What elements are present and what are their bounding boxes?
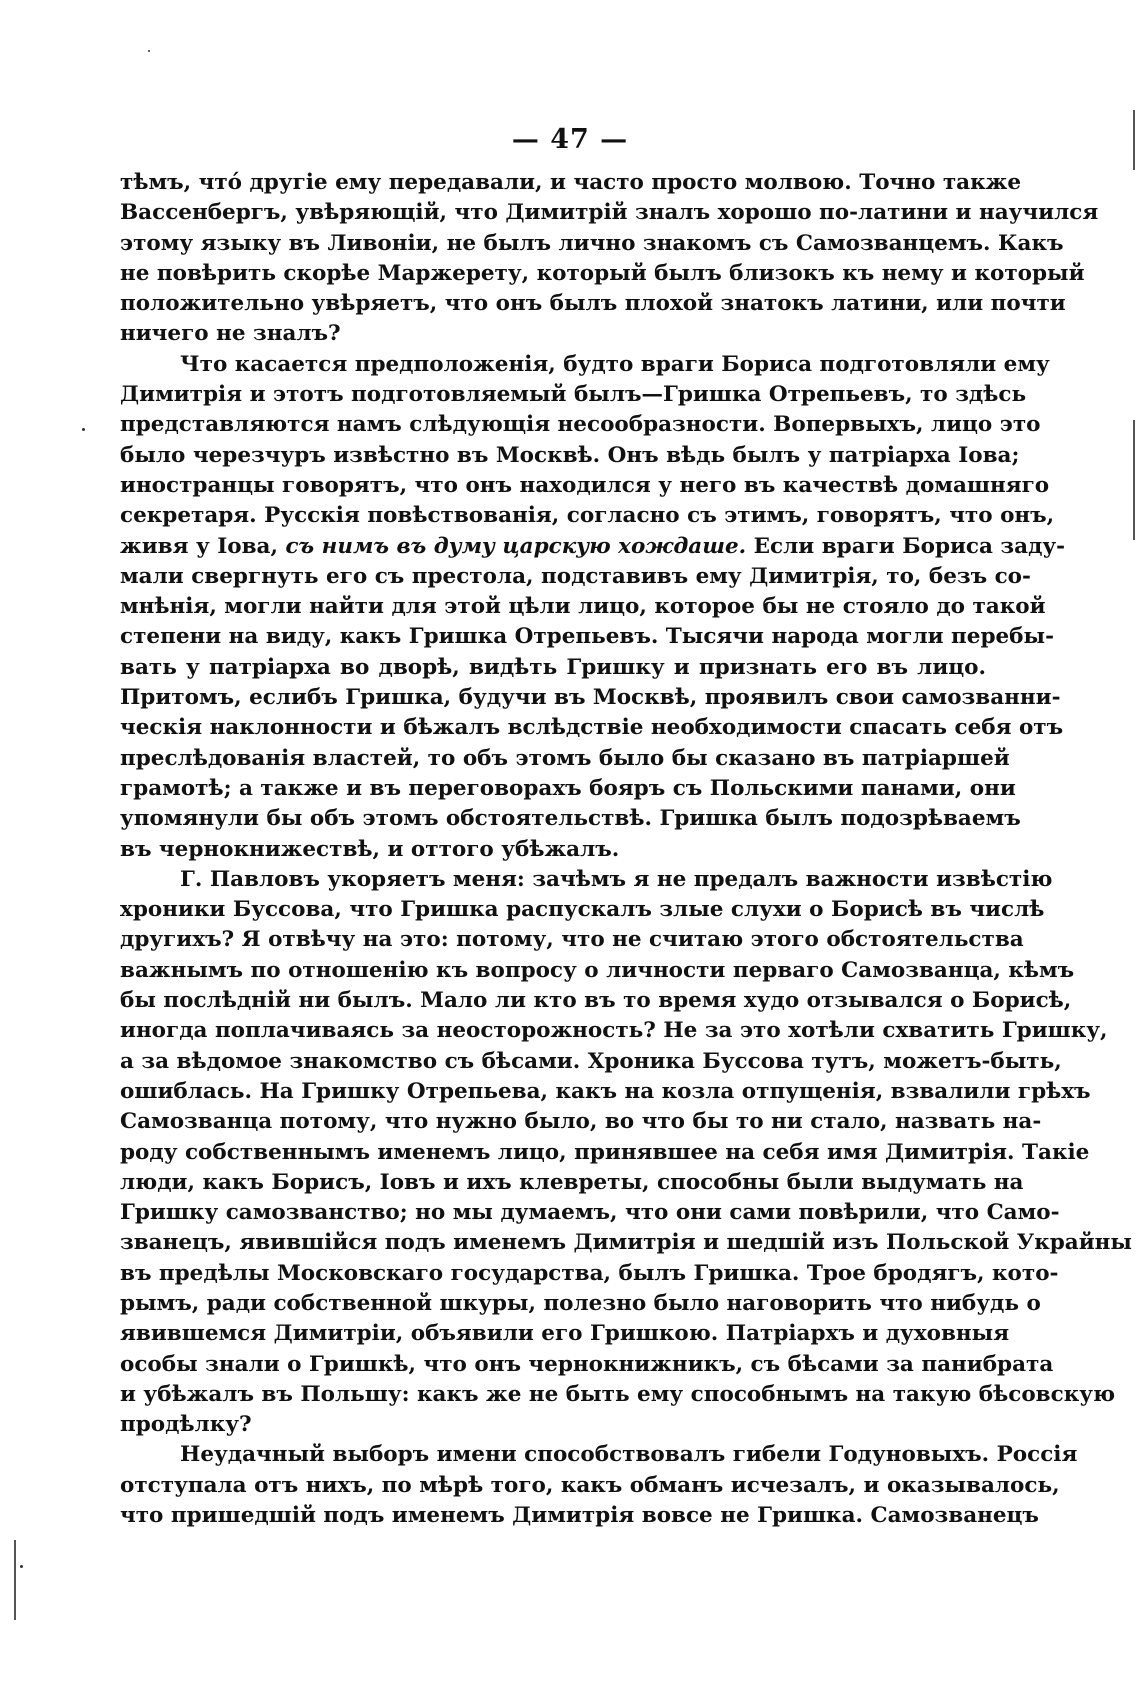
text-line: продѣлку? [120,1412,252,1438]
text-line: ничего не зналъ? [120,321,341,347]
scan-speck [82,428,85,431]
text-line: секретаря. Русскія повѣствованія, согласно съ этимъ, говорятъ, что онъ, [120,503,1055,529]
text-line: упомянули бы объ этомъ обстоятельствѣ. Гришка былъ подозрѣваемъ [120,806,1021,832]
text-line: Самозванца потому, что нужно было, во что бы то ни стало, назвать на- [120,1109,1042,1135]
scan-edge-mark [14,1540,16,1620]
text-line: Притомъ, еслибъ Гришка, будучи въ Москвѣ, проявилъ свои самозванни- [120,685,1061,711]
paragraph-3 [120,865,1132,1441]
text-line: грамотѣ; а также и въ переговорахъ бояръ съ Польскими панами, они [120,775,1016,801]
text-segment: живя у Іова, [120,533,278,559]
text-line: Неудачный выборъ имени способствовалъ гибели Годуновыхъ. Россія [180,1442,1078,1468]
text-line: положительно увѣряетъ, что онъ былъ плохой знатокъ латини, или почти [120,291,1066,317]
text-line: роду собственнымъ именемъ лицо, принявшее на себя имя Димитрія. Такіе [120,1139,1090,1165]
paragraph-1 [120,168,1099,350]
text-line: люди, какъ Борисъ, Іовъ и ихъ клевреты, способны были выдумать на [120,1169,1024,1195]
text-line: было черезчуръ извѣстно въ Москвѣ. Онъ вѣдь былъ у патріарха Іова; [120,442,1020,468]
text-line: Вассенбергъ, увѣряющій, что Димитрій зналъ хорошо по-латини и научился [120,200,1099,226]
text-line: другихъ? Я отвѣчу на это: потому, что не считаю этого обстоятельства [120,927,1024,953]
scan-speck [148,50,150,52]
page-number: — 47 — [511,124,629,155]
paragraph-2 [120,350,1066,865]
text-line: бы послѣдній ни былъ. Мало ли кто въ то время худо отзывался о Борисѣ, [120,988,1072,1014]
text-line: не повѣрить скорѣе Маржерету, который былъ близокъ къ нему и который [120,260,1085,286]
text-line-with-quote [120,532,1066,562]
text-line: иногда поплачиваясь за неосторожность? Не за это хотѣли схватить Гришку, [120,1018,1108,1044]
text-line: явившемся Димитріи, объявили его Гришкою. Патріархъ и духовныя [120,1321,1010,1347]
text-line: Г. Павловъ укоряетъ меня: зачѣмъ я не предалъ важности извѣстію [180,866,1053,892]
text-line: особы знали о Гришкѣ, что онъ чернокнижникъ, съ бѣсами за панибрата [120,1351,1054,1377]
text-line: что пришедшій подъ именемъ Димитрія вовсе не Гришка. Самозванецъ [120,1503,1039,1529]
text-line: въ предѣлы Московскаго государства, былъ Гришка. Трое бродягъ, кото- [120,1260,1059,1286]
document-body [120,168,1132,1531]
scan-edge-mark [1133,420,1135,540]
text-line: тѣмъ, чтó другіе ему передавали, и часто просто молвою. Точно также [120,170,1021,195]
text-line: представляются намъ слѣдующія несообразности. Вопервыхъ, лицо это [120,412,1041,438]
text-line: мнѣнія, могли найти для этой цѣли лицо, которое бы не стояло до такой [120,594,1046,620]
text-line: степени на виду, какъ Гришка Отрепьевъ. Тысячи народа могли перебы- [120,624,1054,650]
text-line: и убѣжалъ въ Польшу: какъ же не быть ему способнымъ на такую бѣсовскую [120,1381,1116,1407]
text-line: ошиблась. На Гришку Отрепьева, какъ на козла отпущенія, взвалили грѣхъ [120,1078,1091,1104]
text-line: отступала отъ нихъ, по мѣрѣ того, какъ обманъ исчезалъ, и оказывалось, [120,1472,1060,1498]
scan-edge-mark [1133,110,1135,170]
text-line: а за вѣдомое знакомство съ бѣсами. Хроника Буссова тутъ, можетъ-быть, [120,1048,1062,1074]
text-line: этому языку въ Ливоніи, не былъ лично знакомъ съ Самозванцемъ. Какъ [120,230,1064,256]
text-segment: Если враги Бориса заду- [753,533,1066,559]
text-line: Димитрія и этотъ подготовляемый былъ—Гришка Отрепьевъ, то здѣсь [120,382,1027,408]
text-line: хроники Буссова, что Гришка распускалъ злые слухи о Борисѣ въ числѣ [120,897,1045,923]
text-line: иностранцы говорятъ, что онъ находился у него въ качествѣ домашняго [120,472,1050,498]
italic-quote: съ нимъ въ думу царскую хождаше. [285,533,747,559]
text-line: мали свергнуть его съ престола, подставивъ ему Димитрія, то, безъ со- [120,563,1031,589]
text-line: званецъ, явившійся подъ именемъ Димитрія и шедшій изъ Польской Украйны [120,1230,1132,1256]
text-line: Что касается предположенія, будто враги Бориса подготовляли ему [180,351,1050,377]
paragraph-4 [120,1440,1078,1531]
text-line: ческія наклонности и бѣжалъ вслѣдствіе необходимости спасать себя отъ [120,715,1064,741]
text-line: рымъ, ради собственной шкуры, полезно было наговорить что нибудь о [120,1290,1041,1316]
text-line: преслѣдованія властей, то объ этомъ было бы сказано въ патріаршей [120,745,1010,771]
text-line: важнымъ по отношенію къ вопросу о личности перваго Самозванца, кѣмъ [120,957,1075,983]
text-line: вать у патріарха во дворѣ, видѣть Гришку и признать его въ лицо. [120,654,986,680]
text-line: въ чернокнижествѣ, и оттого убѣжалъ. [120,836,620,862]
text-line: Гришку самозванство; но мы думаемъ, что они сами повѣрили, что Само- [120,1200,1060,1226]
scan-speck [20,1565,23,1568]
